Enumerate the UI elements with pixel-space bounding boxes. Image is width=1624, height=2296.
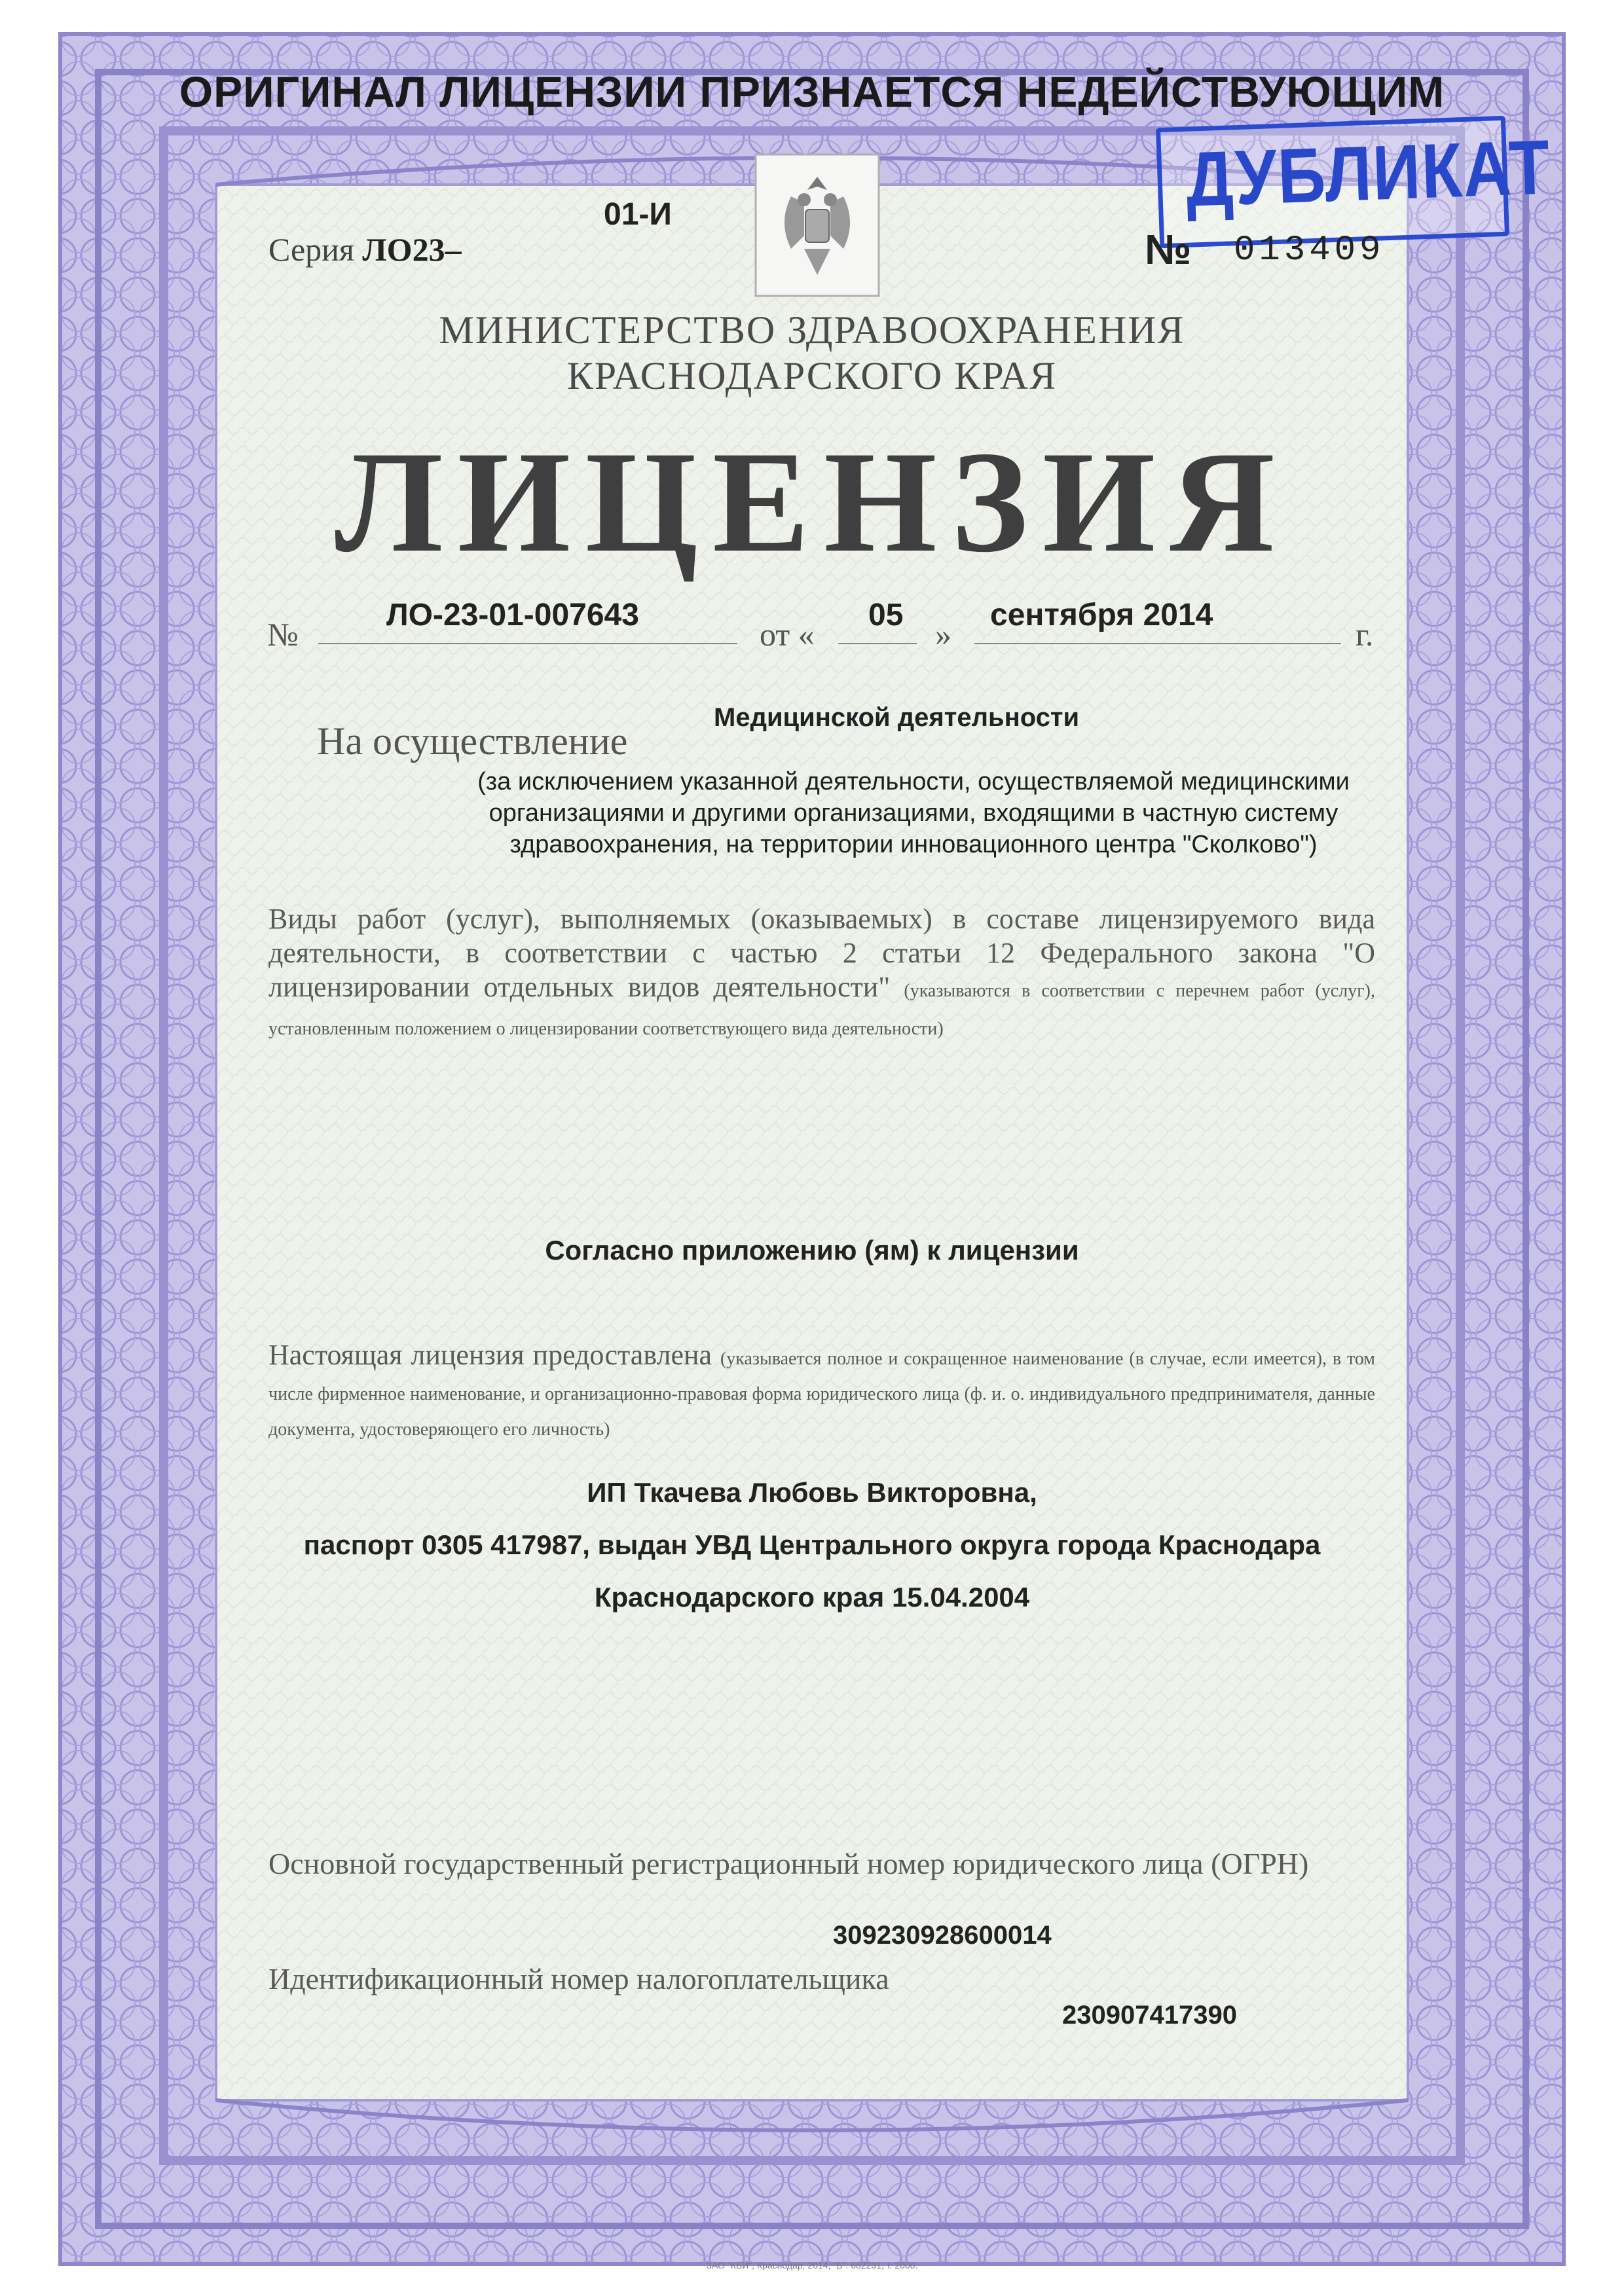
granted-text: Настоящая лицензия предоставлена: [268, 1339, 712, 1371]
license-month-year: сентября 2014: [990, 598, 1213, 632]
form-number-sign: №: [1145, 226, 1192, 273]
series-label: Серия: [268, 231, 354, 268]
coat-of-arms-icon: [765, 164, 870, 288]
duplicate-stamp: [1156, 116, 1553, 249]
duplicate-stamp-text: ДУБЛИКАТ: [1184, 124, 1553, 223]
activity-exception: (за исключением указанной деятельности, осуществляемой медицинскими организациями и другими организациями, входящими в частную систему здравоохранения, на территории инновационного центра "Сколково"): [477, 768, 1350, 858]
document-title: ЛИЦЕНЗИЯ: [335, 422, 1289, 583]
series-code: 01-И: [604, 197, 672, 232]
license-date-from-label: от «: [760, 616, 815, 653]
works-note: (указываются в соответствии с перечнем работ (услуг), установленным положением о лицензировании соответствующего вида деятельности): [268, 981, 1376, 1039]
license-number: ЛО-23-01-007643: [386, 598, 639, 632]
license-day: 05: [868, 598, 904, 632]
purpose-label: На осуществление: [317, 720, 628, 763]
holder-name: ИП Ткачева Любовь Викторовна,: [587, 1477, 1037, 1508]
inn-value: 230907417390: [1062, 2001, 1237, 2030]
license-number-line: [318, 643, 737, 644]
ogrn-value: 309230928600014: [833, 1921, 1052, 1950]
granted-description: [268, 1339, 1375, 1446]
license-quote-close: »: [935, 616, 951, 653]
activity-type: Медицинской деятельности: [714, 703, 1080, 732]
license-day-line: [838, 643, 917, 644]
works-text: Виды работ (услуг), выполняемых (оказываемых) в составе лицензируемого вида деятельности, в соответствии с частью 2 статьи 12 Федерального закона "О лицензировании отдельных видов деятельности": [268, 903, 1375, 1003]
form-number: 013409: [1234, 230, 1385, 270]
holder-passport-region: Краснодарского края 15.04.2004: [594, 1582, 1030, 1613]
holder-passport: паспорт 0305 417987, выдан УВД Центрального округа города Краснодара: [303, 1529, 1321, 1560]
license-year-suffix: г.: [1356, 616, 1374, 653]
works-value: Согласно приложению (ям) к лицензии: [545, 1235, 1079, 1266]
series-value: ЛО23–: [362, 231, 462, 268]
issuer-line-2: КРАСНОДАРСКОГО КРАЯ: [566, 354, 1058, 397]
works-description: [268, 902, 1375, 1046]
printer-imprint: ЗАО "КБИ", Краснодар, 2014, "Б". 682231, т. 2000.: [706, 2260, 918, 2270]
form-series: [268, 230, 462, 268]
license-month-line: [974, 643, 1341, 644]
ogrn-label: Основной государственный регистрационный номер юридического лица (ОГРН): [268, 1847, 1309, 1880]
license-number-label: №: [267, 616, 299, 653]
original-invalid-warning: ОРИГИНАЛ ЛИЦЕНЗИИ ПРИЗНАЕТСЯ НЕДЕЙСТВУЮЩИМ: [179, 67, 1445, 116]
issuer-line-1: МИНИСТЕРСТВО ЗДРАВООХРАНЕНИЯ: [439, 308, 1185, 352]
inn-label: Идентификационный номер налогоплательщика: [268, 1962, 889, 1995]
granted-note: (указывается полное и сокращенное наименование (в случае, если имеется), в том числе фирменное наименование, и организационно-правовая форма юридического лица (ф. и. о. индивидуального предпринимателя, данные документа, удостоверяющего его личность): [268, 1349, 1376, 1440]
